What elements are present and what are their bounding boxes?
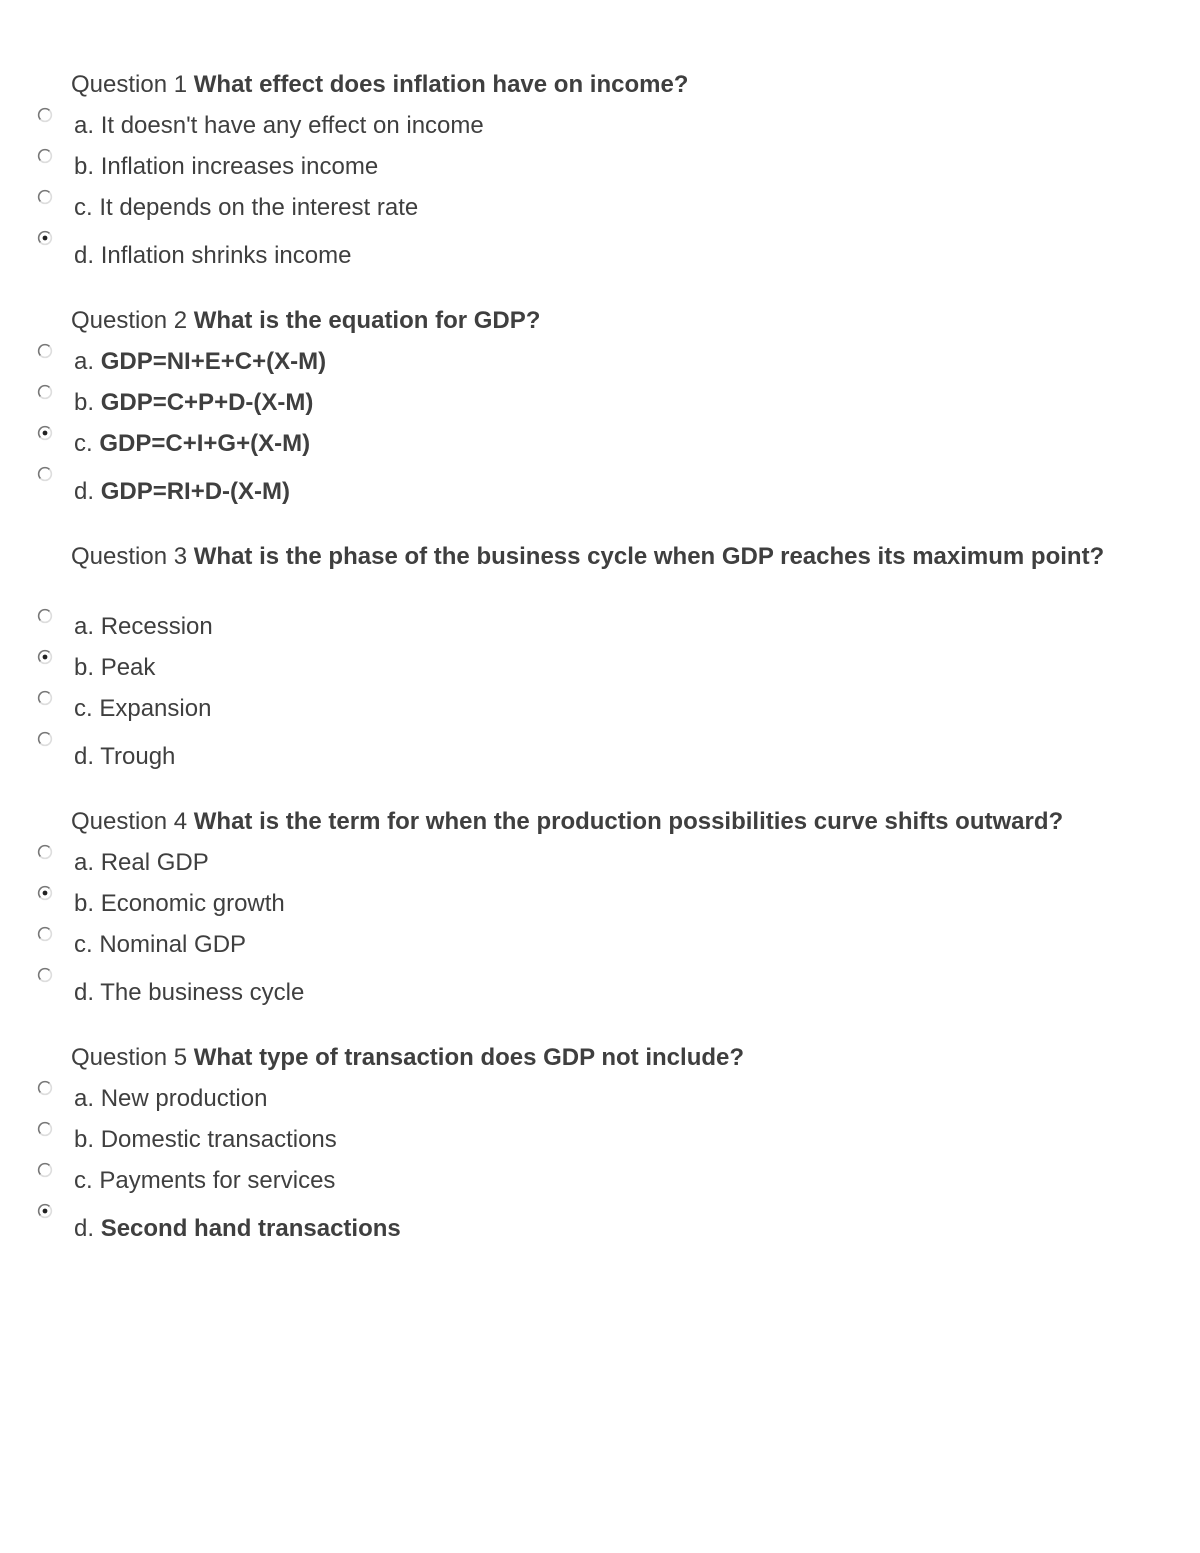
option-label: b. GDP=C+P+D-(X-M) [74,389,314,416]
radio-unselected-icon[interactable] [36,730,54,748]
option-d[interactable] [0,1202,1150,1242]
radio-unselected-icon[interactable] [36,147,54,165]
radio-unselected-icon[interactable] [36,925,54,943]
option-c[interactable] [0,188,1150,224]
option-c[interactable] [0,925,1150,961]
question-number: Question 4 [71,808,188,835]
question-number: Question 5 [71,1044,188,1071]
option-label: c. Payments for services [74,1167,336,1194]
option-label: a. It doesn't have any effect on income [74,112,484,139]
radio-selected-icon[interactable] [36,884,54,902]
option-a[interactable] [0,843,1150,879]
radio-unselected-icon[interactable] [36,689,54,707]
radio-unselected-icon[interactable] [36,607,54,625]
radio-unselected-icon[interactable] [36,1120,54,1138]
option-d[interactable] [0,730,1150,770]
question-header [71,542,1151,572]
option-label: d. GDP=RI+D-(X-M) [74,478,291,505]
option-b[interactable] [0,884,1150,920]
option-b[interactable] [0,147,1150,183]
radio-unselected-icon[interactable] [36,106,54,124]
option-label: b. Domestic transactions [74,1126,337,1153]
radio-selected-icon[interactable] [36,1202,54,1220]
option-a[interactable] [0,106,1150,142]
question-number: Question 1 [71,71,188,98]
question-text: What is the equation for GDP? [193,307,541,334]
option-label: b. Economic growth [74,890,285,917]
radio-unselected-icon[interactable] [36,843,54,861]
question-header [71,1043,1151,1073]
radio-unselected-icon[interactable] [36,966,54,984]
option-a[interactable] [0,342,1150,378]
radio-selected-icon[interactable] [36,424,54,442]
option-label: c. It depends on the interest rate [74,194,419,221]
question-header [71,306,1151,336]
radio-unselected-icon[interactable] [36,1079,54,1097]
option-label: b. Inflation increases income [74,153,379,180]
option-label: d. Trough [74,743,176,770]
option-label: a. Real GDP [74,849,209,876]
question-text: What effect does inflation have on income? [193,71,689,98]
option-b[interactable] [0,383,1150,419]
option-d[interactable] [0,229,1150,269]
option-d[interactable] [0,966,1150,1006]
question-text: What type of transaction does GDP not include? [193,1044,745,1071]
option-label: b. Peak [74,654,156,681]
question-number: Question 3 [71,543,188,570]
option-b[interactable] [0,648,1150,684]
option-label: d. Second hand transactions [74,1215,401,1242]
option-label: c. Expansion [74,695,212,722]
option-label: c. GDP=C+I+G+(X-M) [74,430,311,457]
option-label: a. Recession [74,613,213,640]
question-header [71,807,1181,837]
radio-unselected-icon[interactable] [36,465,54,483]
option-a[interactable] [0,607,1150,643]
question-text: What is the term for when the production possibilities curve shifts outward? [193,808,1064,835]
option-a[interactable] [0,1079,1150,1115]
option-label: a. GDP=NI+E+C+(X-M) [74,348,327,375]
option-label: d. The business cycle [74,979,305,1006]
option-b[interactable] [0,1120,1150,1156]
radio-unselected-icon[interactable] [36,383,54,401]
option-d[interactable] [0,465,1150,505]
question-text: What is the phase of the business cycle when GDP reaches its maximum point? [193,543,1105,570]
option-c[interactable] [0,424,1150,460]
radio-selected-icon[interactable] [36,648,54,666]
radio-unselected-icon[interactable] [36,1161,54,1179]
option-c[interactable] [0,1161,1150,1197]
question-number: Question 2 [71,307,188,334]
option-c[interactable] [0,689,1150,725]
option-label: c. Nominal GDP [74,931,247,958]
option-label: a. New production [74,1085,268,1112]
radio-unselected-icon[interactable] [36,342,54,360]
option-label: d. Inflation shrinks income [74,242,352,269]
radio-unselected-icon[interactable] [36,188,54,206]
radio-selected-icon[interactable] [36,229,54,247]
question-header [71,70,1151,100]
